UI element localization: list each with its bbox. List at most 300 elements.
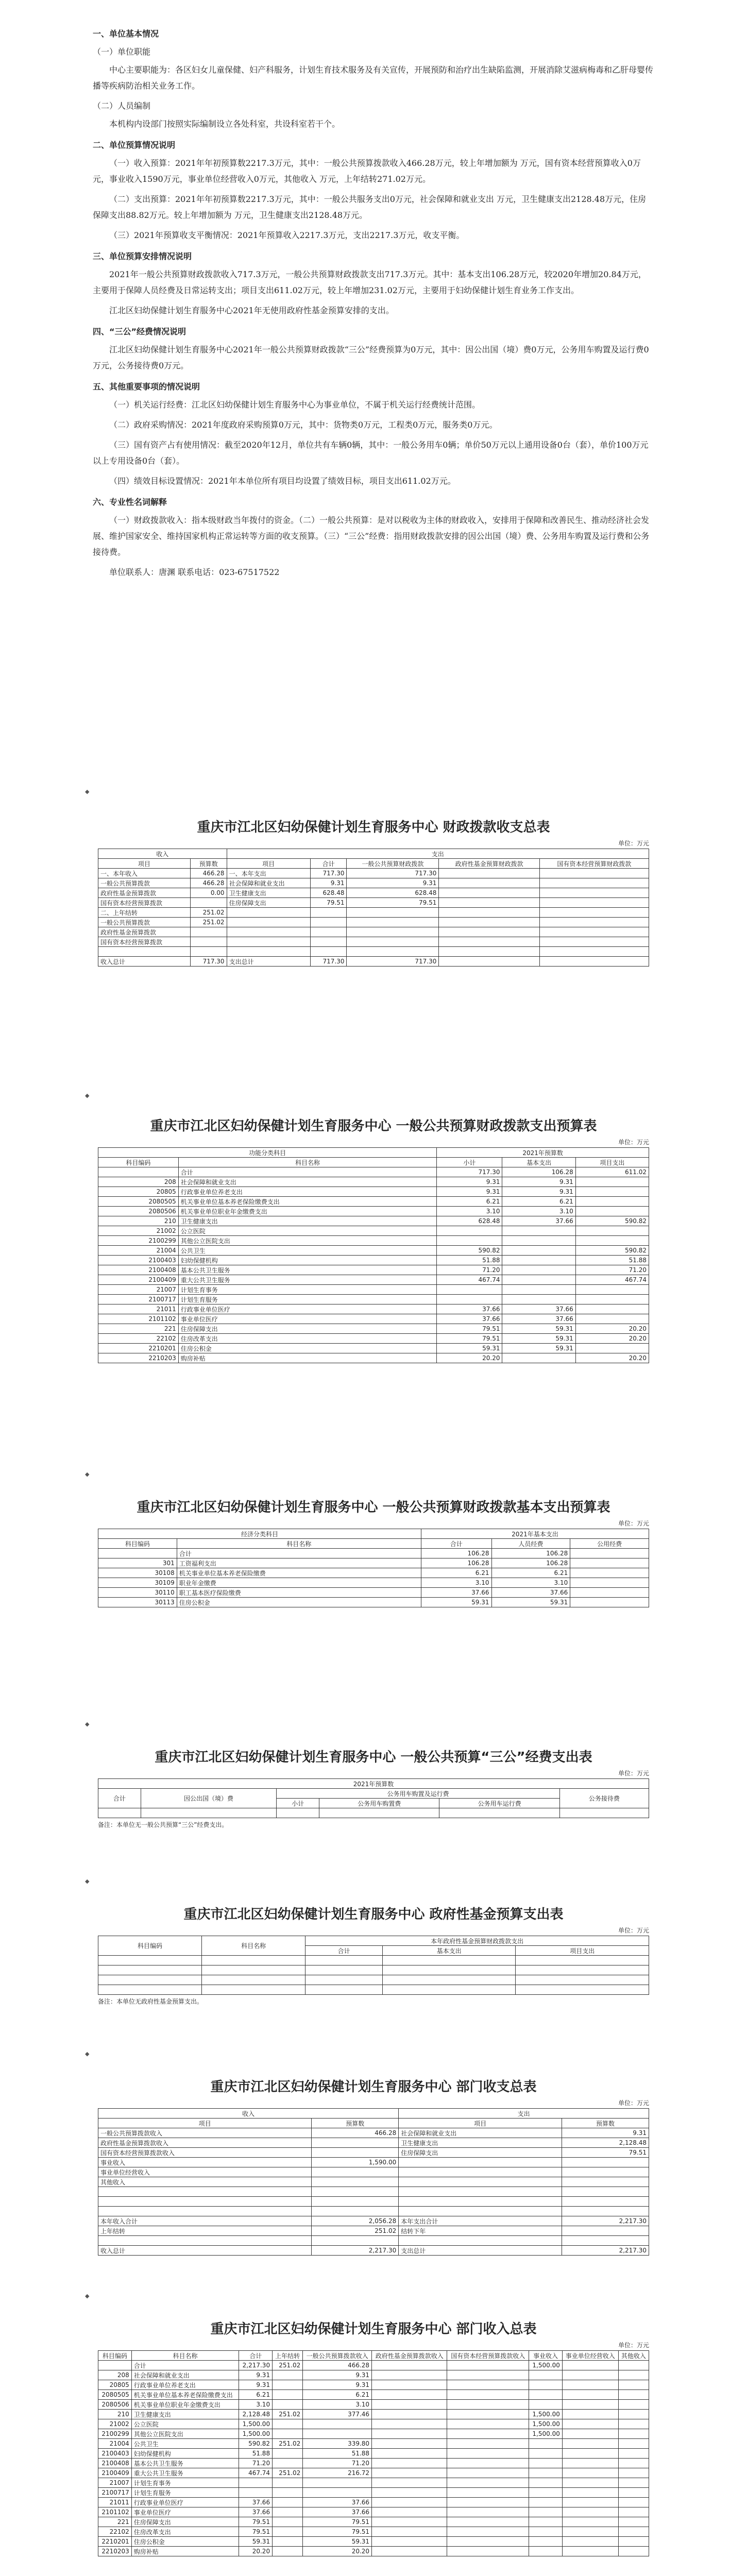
- table-cell: 628.48: [437, 1216, 502, 1226]
- table-cell: 国有资本经营预算拨款: [98, 898, 191, 908]
- table-header: 因公出国（境）费: [141, 1789, 276, 1808]
- table-cell: [618, 2498, 649, 2507]
- table-cell: 6.21: [502, 1197, 575, 1207]
- table-cell: [575, 1285, 649, 1295]
- table-row: [98, 1285, 649, 1295]
- table-cell: [575, 1197, 649, 1207]
- section-heading: 二、单位预算情况说明: [93, 140, 176, 150]
- table-cell: 行政事业单位医疗: [178, 1304, 436, 1314]
- table-cell: [372, 2400, 447, 2410]
- table-row: [98, 2400, 649, 2410]
- table-row: [98, 1598, 649, 1607]
- table-cell: [502, 1295, 575, 1304]
- table-cell: [562, 2410, 618, 2419]
- table-cell: [570, 1588, 649, 1598]
- table-note: 备注：本单位无一般公共预算“三公”经费支出。: [98, 1821, 228, 1828]
- table-cell: [562, 2197, 649, 2207]
- table-row: [98, 2138, 649, 2148]
- table-row: [98, 1975, 649, 1985]
- table-cell: 251.02: [273, 2410, 303, 2419]
- table-cell: [227, 947, 310, 957]
- table-cell: 二、上年结转: [98, 908, 191, 918]
- table-cell: 计划生育服务: [178, 1295, 436, 1304]
- table-cell: [312, 2207, 399, 2216]
- table-cell: [310, 947, 347, 957]
- table-cell: 2100299: [98, 2429, 132, 2439]
- table-cell: [575, 1207, 649, 1216]
- table-cell: [529, 2547, 563, 2556]
- table-header: 科目名称: [177, 1539, 421, 1549]
- table-cell: 251.02: [190, 908, 227, 918]
- table-header: 事业单位经营收入: [562, 2351, 618, 2361]
- table-cell: [562, 2449, 618, 2459]
- table-header: 项目支出: [575, 1158, 649, 1167]
- paragraph: （二）支出预算：2021年年初预算数2217.3万元，其中：一般公共服务支出0万元，社会保障和就业支出 万元，卫生健康支出2128.48万元，住房保障支出88.82万元。较上年增加额为 万元，卫生健康支出2128.48万元。: [93, 194, 647, 220]
- table-cell: [273, 2449, 303, 2459]
- table-cell: 社会保障和就业支出: [178, 1177, 436, 1187]
- table-cell: [399, 2197, 562, 2207]
- table-header: 项目: [98, 859, 191, 869]
- table-header: 公务用车运行费: [439, 1799, 559, 1808]
- table-cell: [439, 878, 539, 888]
- table-cell: 466.28: [190, 878, 227, 888]
- table-header: 一般公共预算拨款收入: [303, 2351, 372, 2361]
- general-budget-expense-table: [98, 1147, 649, 1363]
- table-header: 项目支出: [516, 1946, 649, 1956]
- table-cell: 3.10: [437, 1207, 502, 1216]
- table-cell: [562, 2527, 618, 2537]
- table-header: 支出: [399, 2109, 649, 2119]
- table-cell: [305, 1985, 383, 1995]
- table-cell: 公共卫生: [178, 1246, 436, 1256]
- table-cell: [382, 1965, 516, 1975]
- table-cell: [372, 2527, 447, 2537]
- table-cell: 339.80: [303, 2439, 372, 2449]
- table-row: [98, 2370, 649, 2380]
- section-heading: 三、单位预算安排情况说明: [93, 251, 192, 261]
- table-cell: 51.88: [575, 1256, 649, 1265]
- table-cell: [562, 2507, 618, 2517]
- table-cell: 37.66: [303, 2498, 372, 2507]
- table-cell: 9.31: [239, 2380, 273, 2390]
- table-cell: [570, 1549, 649, 1558]
- table-cell: 住房改革支出: [178, 1334, 436, 1344]
- table-row: [98, 1265, 649, 1275]
- table-cell: 590.82: [437, 1246, 502, 1256]
- table-row: [98, 898, 649, 908]
- table-unit: 单位：万元: [618, 1520, 649, 1527]
- table-cell: 国有资本经营预算拨款收入: [98, 2148, 312, 2158]
- table-cell: 79.51: [347, 898, 439, 908]
- table-cell: 37.66: [437, 1304, 502, 1314]
- table-cell: 717.30: [310, 869, 347, 878]
- table-cell: 251.02: [190, 918, 227, 927]
- table-cell: [529, 2449, 563, 2459]
- table-row: [98, 2439, 649, 2449]
- table-cell: 2210203: [98, 2547, 132, 2556]
- table-cell: 购房补贴: [131, 2547, 239, 2556]
- table-title: 重庆市江北区妇幼保健计划生育服务中心 财政拨款收支总表: [197, 820, 550, 835]
- table-cell: 政府性基金预算拨款: [98, 888, 191, 898]
- table-cell: 合计: [178, 1167, 436, 1177]
- table-row: [98, 2158, 649, 2167]
- table-row: [98, 2361, 649, 2370]
- table-header: 事业收入: [529, 2351, 563, 2361]
- table-cell: 2080506: [98, 2400, 132, 2410]
- table-cell: [516, 1956, 649, 1965]
- table-cell: [575, 1187, 649, 1197]
- table-header: 2021年预算数: [437, 1148, 649, 1158]
- table-cell: 9.31: [303, 2370, 372, 2380]
- table-row: [98, 2197, 649, 2207]
- table-cell: [372, 2488, 447, 2498]
- table-cell: 一、本年收入: [98, 869, 191, 878]
- table-cell: 职业年金缴费: [177, 1578, 421, 1588]
- table-header: 经济分类科目: [98, 1529, 421, 1539]
- table-cell: 9.31: [437, 1187, 502, 1197]
- table-cell: [502, 1285, 575, 1295]
- table-cell: 30113: [98, 1598, 177, 1607]
- table-cell: 本年支出合计: [399, 2216, 562, 2226]
- table-cell: [562, 2177, 649, 2187]
- table-header: 本年政府性基金预算财政拨款支出: [305, 1936, 649, 1946]
- table-cell: 重大公共卫生服务: [131, 2468, 239, 2478]
- table-cell: 行政事业单位养老支出: [178, 1187, 436, 1197]
- table-cell: [372, 2419, 447, 2429]
- table-cell: 20.20: [575, 1334, 649, 1344]
- table-cell: [273, 2429, 303, 2439]
- table-cell: [98, 1965, 202, 1975]
- table-cell: [372, 2429, 447, 2439]
- table-cell: [202, 1965, 305, 1975]
- table-row: [98, 2429, 649, 2439]
- table-cell: [227, 927, 310, 937]
- paragraph: （一）财政拨款收入：指本级财政当年拨付的资金。（二）一般公共预算：是对以税收为主体的财政收入，安排用于保障和改善民生、推动经济社会发展、维护国家安全、维持国家机构正常运转等方面的收支预算。（三）“三公”经费：指用财政拨款安排的因公出国（境）费、公务用车购置及运行费和公务接待费。: [93, 515, 650, 557]
- table-cell: 59.31: [502, 1324, 575, 1334]
- table-cell: 0.00: [190, 888, 227, 898]
- table-cell: 2100717: [98, 1295, 179, 1304]
- table-cell: [312, 2197, 399, 2207]
- table-cell: [562, 2459, 618, 2468]
- table-row: [98, 957, 649, 967]
- table-cell: [439, 918, 539, 927]
- subsection-heading: （一）单位职能: [93, 47, 151, 57]
- bullet-marker: ◆: [85, 2050, 90, 2057]
- table-unit: 单位：万元: [618, 1770, 649, 1777]
- table-cell: [447, 2488, 529, 2498]
- table-cell: [277, 1808, 319, 1818]
- table-cell: [502, 1236, 575, 1246]
- table-cell: 2100299: [98, 1236, 179, 1246]
- table-cell: 事业收入: [98, 2158, 312, 2167]
- table-cell: 79.51: [437, 1324, 502, 1334]
- table-cell: 合计: [177, 1549, 421, 1558]
- table-cell: [439, 957, 539, 967]
- table-cell: 71.20: [437, 1265, 502, 1275]
- table-cell: [575, 1295, 649, 1304]
- table-cell: 住房公积金: [177, 1598, 421, 1607]
- table-cell: 79.51: [437, 1334, 502, 1344]
- table-row: [98, 2390, 649, 2400]
- table-cell: 卫生健康支出: [399, 2138, 562, 2148]
- table-cell: 21011: [98, 2498, 132, 2507]
- table-cell: 59.31: [421, 1598, 491, 1607]
- table-cell: [575, 1226, 649, 1236]
- table-cell: [273, 2527, 303, 2537]
- table-cell: [439, 937, 539, 947]
- table-cell: [310, 908, 347, 918]
- table-title: 重庆市江北区妇幼保健计划生育服务中心 部门收入总表: [210, 2321, 537, 2337]
- table-cell: [516, 1985, 649, 1995]
- table-row: [98, 2547, 649, 2556]
- three-public-expense-table: [98, 1778, 649, 1818]
- table-block-t1: [98, 817, 649, 967]
- table-cell: 职工基本医疗保险缴费: [177, 1588, 421, 1598]
- table-row: [98, 2187, 649, 2197]
- table-cell: 3.10: [421, 1578, 491, 1588]
- table-cell: [372, 2507, 447, 2517]
- paragraph: 2021年一般公共预算财政拨款收入717.3万元，一般公共预算财政拨款支出717.3万元。其中：基本支出106.28万元，较2020年增加20.84万元，主要用于保障人员经费及日常运转支出；项目支出611.02万元，较上年增加231.02万元，主要用于妇幼保健计划生育业务工作支出。: [93, 269, 647, 295]
- table-cell: [447, 2478, 529, 2488]
- table-cell: [227, 918, 310, 927]
- table-cell: 计划生育事务: [131, 2478, 239, 2488]
- table-row: [98, 1578, 649, 1588]
- table-row: [98, 878, 649, 888]
- table-cell: [562, 2400, 618, 2410]
- paragraph: （四）绩效目标设置情况：2021年本单位所有项目均设置了绩效目标，项目支出611.02万元。: [109, 476, 456, 486]
- table-cell: [372, 2498, 447, 2507]
- table-cell: [529, 2380, 563, 2390]
- table-row: [98, 1216, 649, 1226]
- table-cell: 79.51: [303, 2517, 372, 2527]
- table-cell: [202, 1956, 305, 1965]
- table-cell: 6.21: [421, 1568, 491, 1578]
- table-cell: [239, 2478, 273, 2488]
- table-row: [98, 2167, 649, 2177]
- table-cell: 611.02: [575, 1167, 649, 1177]
- table-cell: 466.28: [312, 2128, 399, 2138]
- table-row: [98, 1236, 649, 1246]
- table-cell: 1,500.00: [529, 2419, 563, 2429]
- table-cell: [303, 2429, 372, 2439]
- bullet-marker: ◆: [85, 1471, 90, 1478]
- table-cell: [447, 2410, 529, 2419]
- table-cell: [562, 2187, 649, 2197]
- table-block-t3: [98, 1497, 649, 1607]
- table-cell: 106.28: [421, 1549, 491, 1558]
- table-cell: [190, 927, 227, 937]
- table-cell: [399, 2236, 562, 2246]
- table-cell: 251.02: [273, 2361, 303, 2370]
- table-cell: 221: [98, 2517, 132, 2527]
- table-cell: [618, 2517, 649, 2527]
- table-cell: [319, 1808, 439, 1818]
- table-cell: [447, 2507, 529, 2517]
- table-header: 科目编码: [98, 2351, 132, 2361]
- table-cell: [372, 2468, 447, 2478]
- paragraph: （三）国有资产占有使用情况：截至2020年12月，单位共有车辆0辆，其中：一般公务用车0辆；单价50万元以上通用设备0台（套），单价100万元以上专用设备0台（套）。: [93, 440, 649, 466]
- table-cell: [305, 1965, 383, 1975]
- table-cell: 一、本年支出: [227, 869, 310, 878]
- table-cell: 重大公共卫生服务: [178, 1275, 436, 1285]
- table-header: 政府性基金预算拨款收入: [372, 2351, 447, 2361]
- table-cell: [502, 1265, 575, 1275]
- table-cell: 628.48: [347, 888, 439, 898]
- table-cell: 卫生健康支出: [227, 888, 310, 898]
- table-cell: [618, 2468, 649, 2478]
- table-row: [98, 1246, 649, 1256]
- table-title: 重庆市江北区妇幼保健计划生育服务中心 部门收支总表: [210, 2079, 537, 2095]
- table-cell: [447, 2449, 529, 2459]
- table-cell: 支出总计: [227, 957, 310, 967]
- table-cell: 基本公共卫生服务: [131, 2459, 239, 2468]
- table-row: [98, 1314, 649, 1324]
- table-cell: 住房保障支出: [227, 898, 310, 908]
- table-cell: 106.28: [491, 1558, 570, 1568]
- table-cell: [399, 2158, 562, 2167]
- table-cell: [502, 1353, 575, 1363]
- table-cell: 717.30: [347, 957, 439, 967]
- table-cell: 住房保障支出: [178, 1324, 436, 1334]
- table-row: [98, 2410, 649, 2419]
- table-row: [98, 1187, 649, 1197]
- table-cell: 37.66: [491, 1588, 570, 1598]
- table-cell: [447, 2459, 529, 2468]
- table-cell: [447, 2468, 529, 2478]
- table-cell: 妇幼保健机构: [178, 1256, 436, 1265]
- table-cell: [539, 918, 649, 927]
- table-cell: [539, 947, 649, 957]
- table-cell: 收入总计: [98, 957, 191, 967]
- table-cell: [227, 937, 310, 947]
- table-cell: [562, 2158, 649, 2167]
- table-header: 科目编码: [98, 1539, 177, 1549]
- table-cell: [312, 2148, 399, 2158]
- table-cell: [529, 2468, 563, 2478]
- table-header: 上年结转: [273, 2351, 303, 2361]
- table-cell: [372, 2517, 447, 2527]
- table-cell: [273, 2498, 303, 2507]
- table-row: [98, 1568, 649, 1578]
- table-cell: 2,128.48: [239, 2410, 273, 2419]
- fiscal-summary-table: [98, 849, 649, 967]
- table-header: 其他收入: [618, 2351, 649, 2361]
- contact-line: 单位联系人：唐渊 联系电话：023-67517522: [109, 567, 280, 577]
- table-header: 公务用车购置及运行费: [277, 1789, 560, 1799]
- table-cell: [439, 1808, 559, 1818]
- table-cell: [529, 2498, 563, 2507]
- table-cell: [98, 1975, 202, 1985]
- table-row: [98, 947, 649, 957]
- table-row: [98, 1353, 649, 1363]
- table-cell: 221: [98, 1324, 179, 1334]
- table-cell: [372, 2459, 447, 2468]
- table-cell: [190, 947, 227, 957]
- table-cell: [437, 1226, 502, 1236]
- table-cell: [382, 1956, 516, 1965]
- paragraph: （一）机关运行经费：江北区妇幼保健计划生育服务中心为事业单位，不属于机关运行经费统计范围。: [109, 400, 481, 410]
- table-cell: 住房保障支出: [399, 2148, 562, 2158]
- table-header: 基本支出: [502, 1158, 575, 1167]
- table-header: 公务用车购置费: [319, 1799, 439, 1808]
- table-cell: 9.31: [437, 1177, 502, 1187]
- table-cell: 2100409: [98, 1275, 179, 1285]
- table-cell: [529, 2537, 563, 2547]
- table-cell: 事业单位医疗: [178, 1314, 436, 1324]
- table-cell: [618, 2361, 649, 2370]
- table-cell: [447, 2380, 529, 2390]
- table-unit: 单位：万元: [618, 1139, 649, 1146]
- table-cell: 21002: [98, 2419, 132, 2429]
- table-cell: [562, 2390, 618, 2400]
- gov-fund-expense-table: [98, 1936, 649, 1995]
- table-cell: 9.31: [347, 878, 439, 888]
- table-cell: [502, 1226, 575, 1236]
- table-cell: [529, 2527, 563, 2537]
- table-cell: 2210201: [98, 1344, 179, 1353]
- table-row: [98, 2507, 649, 2517]
- table-cell: [570, 1598, 649, 1607]
- table-cell: [273, 2370, 303, 2380]
- table-unit: 单位：万元: [618, 2099, 649, 2107]
- table-row: [98, 2216, 649, 2226]
- table-row: [98, 2207, 649, 2216]
- table-cell: 住房公积金: [131, 2537, 239, 2547]
- table-row: [98, 927, 649, 937]
- table-cell: 其他公立医院支出: [178, 1236, 436, 1246]
- table-header: 预算数: [562, 2119, 649, 2128]
- table-cell: 2080505: [98, 1197, 179, 1207]
- table-cell: 2100408: [98, 2459, 132, 2468]
- table-cell: [399, 2187, 562, 2197]
- table-block-t5: [98, 1904, 649, 2006]
- table-block-t6: [98, 2076, 649, 2256]
- table-cell: 工资福利支出: [177, 1558, 421, 1568]
- table-row: [98, 1549, 649, 1558]
- bullet-marker: ◆: [85, 2293, 90, 2299]
- table-cell: [539, 869, 649, 878]
- table-cell: [539, 898, 649, 908]
- table-cell: [98, 1549, 177, 1558]
- table-cell: 37.66: [502, 1216, 575, 1226]
- table-cell: [273, 2459, 303, 2468]
- table-cell: [273, 2419, 303, 2429]
- table-cell: 30110: [98, 1588, 177, 1598]
- table-cell: [562, 2517, 618, 2527]
- table-cell: [529, 2400, 563, 2410]
- table-cell: 公立医院: [131, 2419, 239, 2429]
- table-row: [98, 2226, 649, 2236]
- table-cell: 购房补贴: [178, 1353, 436, 1363]
- table-row: [98, 1985, 649, 1995]
- table-cell: [98, 1985, 202, 1995]
- table-cell: 22102: [98, 1334, 179, 1344]
- table-cell: 59.31: [303, 2537, 372, 2547]
- table-cell: 收入总计: [98, 2246, 312, 2256]
- table-cell: 9.31: [310, 878, 347, 888]
- table-header: 科目名称: [131, 2351, 239, 2361]
- table-cell: 37.66: [239, 2498, 273, 2507]
- table-row: [98, 1965, 649, 1975]
- table-cell: 9.31: [562, 2128, 649, 2138]
- table-cell: [562, 2439, 618, 2449]
- table-cell: 1,500.00: [239, 2429, 273, 2439]
- table-cell: 21004: [98, 2439, 132, 2449]
- table-header: 收入: [98, 849, 227, 859]
- paragraph: 江北区妇幼保健计划生育服务中心2021年一般公共预算财政拨款“三公”经费预算为0万元，其中：因公出国（境）费0万元，公务用车购置及运行费0万元，公务接待费0万元。: [93, 345, 649, 370]
- table-cell: [562, 2361, 618, 2370]
- table-cell: [529, 2459, 563, 2468]
